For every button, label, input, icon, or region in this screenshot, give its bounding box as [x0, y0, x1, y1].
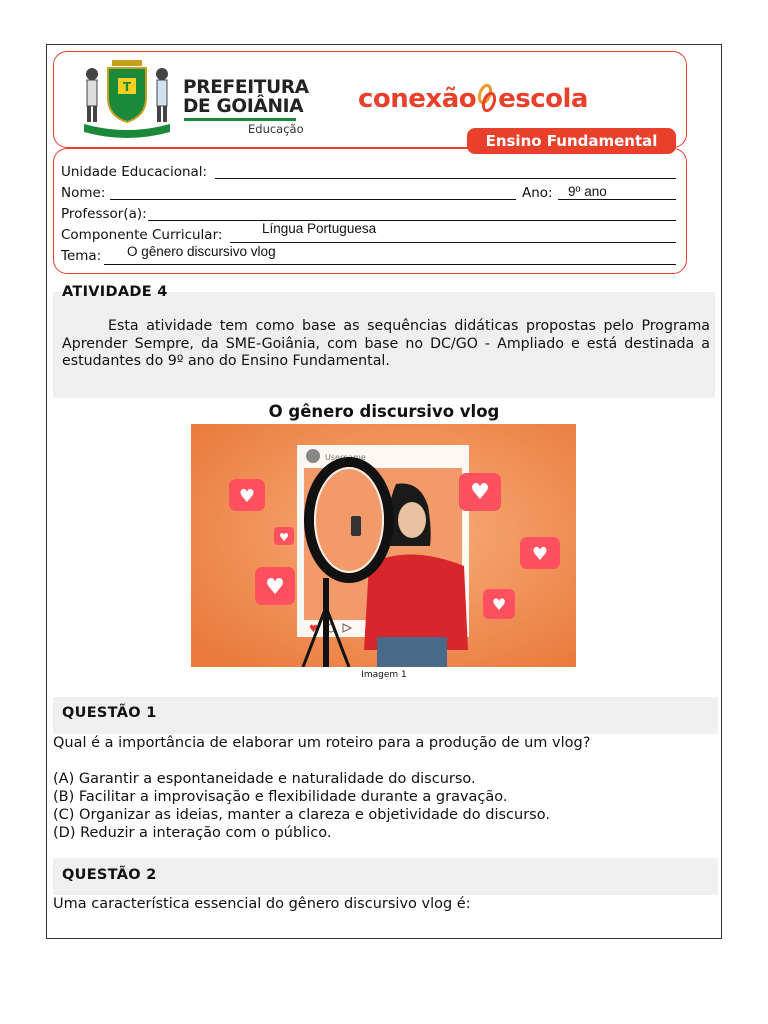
- componente-label: Componente Curricular:: [61, 227, 223, 243]
- q2-title: QUESTÃO 2: [62, 867, 157, 883]
- componente-value: Língua Portuguesa: [262, 221, 377, 236]
- brand-text-1: conexão: [358, 84, 477, 114]
- svg-text:♥: ♥: [309, 624, 318, 635]
- city-crest-logo: [78, 56, 176, 142]
- svg-text:♥: ♥: [238, 486, 256, 507]
- tema-field[interactable]: [104, 264, 676, 265]
- svg-text:♥: ♥: [491, 595, 507, 614]
- brand-text-2: escola: [498, 84, 588, 114]
- prefeitura-subtitle: Educação: [248, 122, 304, 136]
- ano-field[interactable]: [558, 199, 676, 200]
- unidade-label: Unidade Educacional:: [61, 164, 208, 180]
- vlog-illustration: [191, 424, 576, 667]
- svg-text:♥: ♥: [265, 575, 285, 600]
- prefeitura-underline: [184, 118, 296, 121]
- svg-text:♥: ♥: [470, 480, 490, 505]
- q1-text: Qual é a importância de elaborar um roteiro para a produção de um vlog?: [53, 735, 591, 751]
- q2-text: Uma característica essencial do gênero discursivo vlog é:: [53, 896, 471, 912]
- prefeitura-line-1: PREFEITURA: [183, 77, 309, 98]
- unidade-field[interactable]: [215, 178, 676, 179]
- username-label: Username: [325, 453, 366, 462]
- q1-title: QUESTÃO 1: [62, 705, 157, 721]
- svg-text:T: T: [122, 80, 132, 94]
- q1-option-c[interactable]: (C) Organizar as ideias, manter a clareza e objetividade do discurso.: [53, 807, 550, 823]
- q1-option-d[interactable]: (D) Reduzir a interação com o público.: [53, 825, 332, 841]
- nome-label: Nome:: [61, 185, 106, 201]
- ano-value: 9º ano: [568, 184, 607, 199]
- svg-text:♥: ♥: [531, 544, 549, 565]
- image-title: O gênero discursivo vlog: [268, 402, 500, 421]
- chain-link-icon: [476, 82, 498, 114]
- q1-option-a[interactable]: (A) Garantir a espontaneidade e naturalidade do discurso.: [53, 771, 476, 787]
- activity-text: Esta atividade tem como base as sequências didáticas propostas pelo Programa Aprender Sempre, da SME-Goiânia, com base no DC/GO - Ampliado e está destinada a estudantes do 9º ano do Ensino Fundamental.: [62, 318, 710, 369]
- ano-label: Ano:: [522, 185, 553, 201]
- componente-field[interactable]: [230, 242, 676, 243]
- image-caption: Imagem 1: [361, 670, 407, 680]
- tema-value: O gênero discursivo vlog: [127, 244, 276, 259]
- brand-logo: [358, 82, 588, 114]
- level-badge: Ensino Fundamental: [467, 128, 676, 154]
- professor-label: Professor(a):: [61, 206, 147, 222]
- q1-option-b[interactable]: (B) Facilitar a improvisação e flexibilidade durante a gravação.: [53, 789, 508, 805]
- prefeitura-title: [183, 78, 309, 116]
- professor-field[interactable]: [148, 220, 676, 221]
- svg-text:♥: ♥: [279, 531, 289, 544]
- tema-label: Tema:: [61, 248, 102, 264]
- activity-title: ATIVIDADE 4: [62, 284, 168, 300]
- nome-field[interactable]: [110, 199, 516, 200]
- prefeitura-line-2: DE GOIÂNIA: [183, 96, 304, 117]
